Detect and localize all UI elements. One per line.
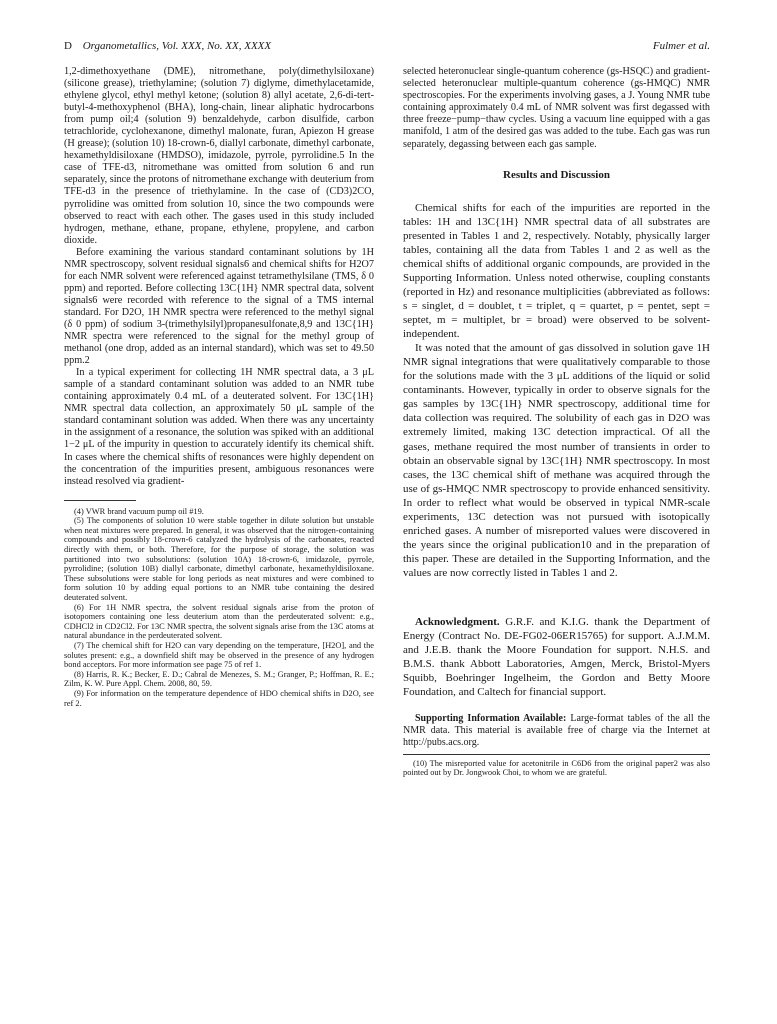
- left-column: [64, 66, 374, 708]
- supporting-info-text: Large-format tables of the all the NMR data. This material is available free of charge via the Internet at http://pubs.acs.org.: [403, 713, 710, 749]
- body-paragraph: 1,2-dimethoxyethane (DME), nitromethane, poly(dimethylsiloxane) (silicone grease), triethylamine; (solution 7) diglyme, dimethylacetamide, ethylene glycol, ethyl methyl ketone; (solution 8) allyl acetate, 2,6-di-tert-butyl-4-methoxyphenol (BHA), long-chain, linear aliphatic hydrocarbons from pump oil;4 (solution 9) benzaldehyde, carbon disulfide, carbon tetrachloride, cyclohexanone, dimethyl malonate, furan, Apiezon H grease (H grease); (solution 10) 18-crown-6, diallyl carbonate, dimethyl carbonate, hexamethyldisiloxane (HMDSO), imidazole, pyrrole, pyrrolidine.5 In the case of TFE-d3, nitromethane was omitted from solution 6 and run separately, since the protons of nitromethane exchange with deuterium from TFE-d3 in the presence of triethylamine. In the case of (CD3)2CO, pyrrolidine was omitted from solution 10, since the two compounds were observed to react with each other. The gases used in this study included hydrogen, methane, ethane, propane, ethylene, propylene, and carbon dioxide.: [64, 66, 374, 246]
- section-heading: Results and Discussion: [503, 168, 610, 181]
- footnote: (6) For 1H NMR spectra, the solvent residual signals arise from the proton of isotopomers containing one less deuterium atom than the perdeuterated solvent: e.g., CDHCl2 in CD2Cl2. For 13C NMR spectra, the solvent signals arise from the 13C atoms at natural abundance in the perdeuterated solvent.: [64, 602, 374, 641]
- footnotes: [64, 507, 374, 708]
- running-header: [64, 40, 710, 54]
- acknowledgment-text: G.R.F. and K.I.G. thank the Department of Energy (Contract No. DE-FG02-06ER15765) for support. A.J.M.M. and J.E.B. thank the Moore Foundation for support. N.H.S. and B.M.S. thank Abbott Laboratories, Amgen, Merck, Bristol-Myers Squibb, Boehringer Ingelheim, the Gordon and Betty Moore Foundation, and Caltech for financial support.: [403, 615, 710, 699]
- body-paragraph: In a typical experiment for collecting 1H NMR spectral data, a 3 μL sample of a standard contaminant solution was added to an NMR tube containing approximately 0.4 mL of a deuterated solvent. For 13C{1H} NMR spectral data collection, an approximately 50 μL sample of the standard contaminant solution was added. When there was any uncertainty in the assignment of a resonance, the solution was spiked with an additional 1−2 μL of the impurity in question to accurately identify its chemical shift. In cases where the chemical shifts of resonances were highly dependent on the concentration of the impurities present, ambiguous resonances were instead resolved via gradient-: [64, 367, 374, 487]
- body-paragraph: Before examining the various standard contaminant solutions by 1H NMR spectroscopy, solvent residual signals6 and chemical shifts for H2O7 for each NMR solvent were referenced against tetramethylsilane (TMS, δ 0 ppm) and reported. Before collecting 13C{1H} NMR spectral data, solvent signals6 were recorded with reference to the signal of a TMS internal standard. For D2O, 1H NMR spectra were referenced to the methyl signal (δ 0 ppm) of sodium 3-(trimethylsilyl)propanesulfonate,8,9 and 13C{1H} NMR spectra were referenced to the signal for the methyl group of methanol (one drop, added as an internal standard), which was set to 49.50 ppm.2: [64, 246, 374, 367]
- footnote: (8) Harris, R. K.; Becker, E. D.; Cabral de Menezes, S. M.; Granger, P.; Hoffman, R. E.; Zilm, K. W. Pure Appl. Chem. 2008, 80, 59.: [64, 669, 374, 689]
- footnote: (4) VWR brand vacuum pump oil #19.: [74, 506, 204, 516]
- acknowledgment-label: Acknowledgment.: [415, 615, 500, 628]
- footnote: (9) For information on the temperature dependence of HDO chemical shifts in D2O, see ref 2.: [64, 688, 374, 708]
- body-paragraph: selected heteronuclear single-quantum coherence (gs-HSQC) and gradient-selected heteronuclear multiple-quantum coherence (gs-HMQC) NMR spectroscopies. For the experiments involving gases, a J. Young NMR tube containing approximately 0.4 mL of NMR solvent was first degassed with three freeze−pump−thaw cycles. Using a vacuum line equipped with a gas manifold, 1 atm of the desired gas was added to the tube. Each gas was run separately, degassing between each gas sample.: [403, 66, 710, 150]
- footnote: (10) The misreported value for acetonitrile in C6D6 from the original paper2 was also pointed out by Dr. Jongwook Choi, to whom we are grateful.: [403, 758, 710, 778]
- acknowledgment: [403, 615, 710, 699]
- body-paragraph: It was noted that the amount of gas dissolved in solution gave 1H NMR signal integrations that were qualitatively comparable to those for the solutions made with the 3 μL additions of the liquid or solid contaminants. However, typically in order to observe signals for the gas samples by 13C{1H} NMR spectroscopy, additional time for data collection was required. The solubility of each gas in D2O was extremely limited, making 13C detection impractical. Of all the gases, methane required the most number of transients in order to obtain an observable signal by 13C{1H} NMR spectroscopy. In most cases, the 13C chemical shift of methane was acquired through the use of gs-HMQC NMR spectroscopy to provide enhanced sensitivity. In order to reflect what would be observed in typical NMR-scale experiments, 13C detection was not pursued with isotopically enriched gases. A number of misreported values were discovered in the years since the original publication10 and in the preparation of this paper. These are detailed in the Supporting Information, and the values are now correctly listed in Tables 1 and 2.: [403, 342, 710, 579]
- header-journal-line: [64, 40, 271, 52]
- supporting-information: [403, 713, 710, 749]
- footnote: (5) The components of solution 10 were stable together in dilute solution but unstable when neat mixtures were prepared. In general, it was observed that the nitrogen-containing compounds and possibly 18-crown-6 catalyzed the hydrolysis of the carbonates, reacted directly with them, or both. Therefore, for the purpose of storage, the solution was partitioned into two subsolutions: (solution 10A) 18-crown-6, imidazole, pyrrole, pyrrolidine; (solution 10B) diallyl carbonate, dimethyl carbonate, hexamethyldisiloxane. These subsolutions were stable for long periods as neat mixtures and were combined to form solution 10 by adding equal portions to an NMR tube containing the desired deuterated solvent.: [64, 516, 374, 602]
- supporting-info-label: Supporting Information Available:: [415, 713, 567, 725]
- footnote: (7) The chemical shift for H2O can vary depending on the temperature, [H2O], and the solutes present: e.g., a downfield shift may be observed in the presence of any hydrogen bond acceptors. For more information see page 75 of ref 1.: [64, 640, 374, 670]
- header-authors: Fulmer et al.: [652, 40, 710, 52]
- footnotes: [403, 759, 710, 778]
- page-letter: D: [64, 40, 72, 52]
- footnote-divider: [403, 754, 710, 755]
- journal-citation: Organometallics, Vol. XXX, No. XX, XXXX: [82, 40, 272, 52]
- right-column: [403, 66, 710, 778]
- body-paragraph: Chemical shifts for each of the impurities are reported in the tables: 1H and 13C{1H} NMR spectral data of all substrates are presented in Tables 1 and 2, respectively. Notably, physically larger tables, containing all the data from Tables 1 and 2 as well as the chemical shifts of additional organic compounds, are provided in the Supporting Information. Unless noted otherwise, coupling constants (reported in Hz) and resonance multiplicities (abbreviated as follows: s = singlet, d = doublet, t = triplet, q = quartet, p = pentet, sept = septet, m = multiplet, br = broad) were observed to be solvent-independent.: [403, 201, 710, 341]
- footnote-divider: [64, 500, 136, 501]
